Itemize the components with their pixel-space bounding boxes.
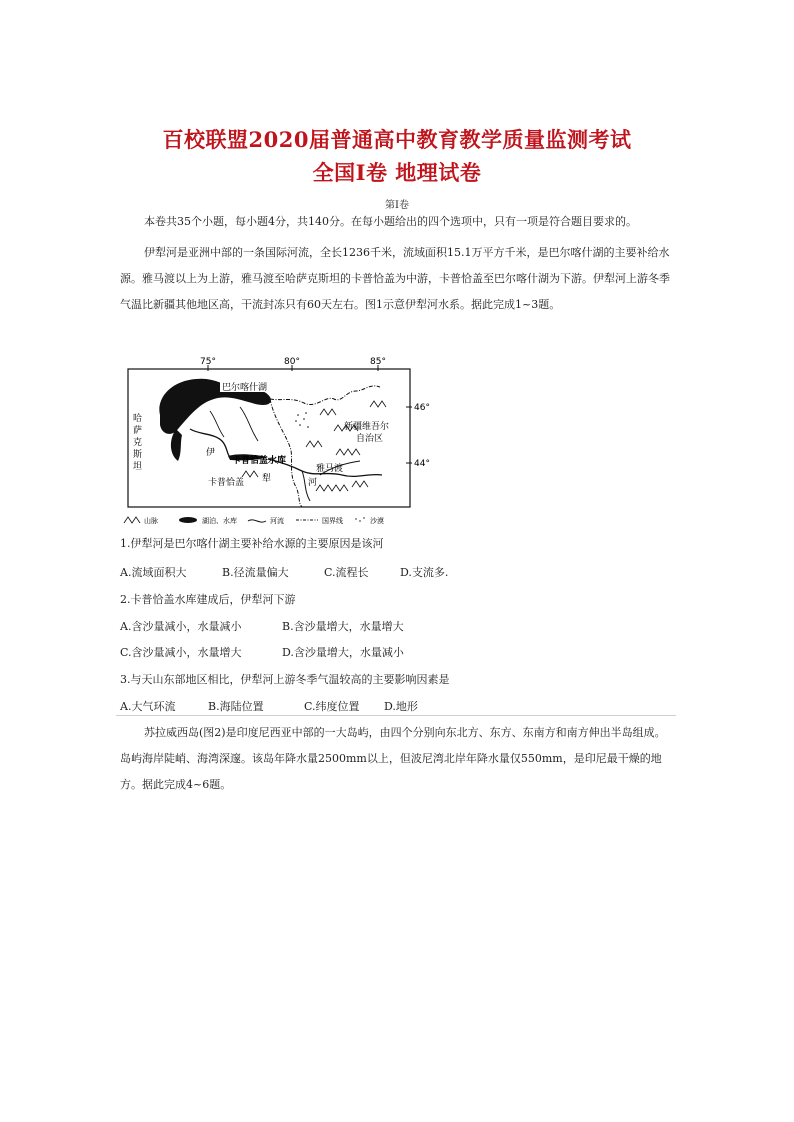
river-lepsy bbox=[210, 411, 224, 437]
label-reservoir: 卡普恰盖水库 bbox=[232, 456, 287, 466]
passage-sulawesi: 苏拉威西岛(图2)是印度尼西亚中部的一大岛屿，由四个分别向东北方、东方、东南方和南方伸出半岛组成。岛屿海岸陡峭、海湾深邃。该岛年降水量2500mm以上，但波尼湾北岸年降水量仅550mm，是印尼最干燥的地方。据此完成4~6题。 bbox=[120, 726, 666, 791]
lon-label-80: 80° bbox=[284, 357, 300, 367]
q3-option-d: D.地形 bbox=[384, 700, 418, 713]
section-heading: 第I卷 bbox=[385, 200, 409, 211]
q3-option-a: A.大气环流 bbox=[120, 700, 176, 713]
legend-river: 河流 bbox=[270, 517, 284, 525]
legend-lake-symbol bbox=[179, 517, 197, 523]
q3-option-b: B.海陆位置 bbox=[208, 700, 264, 713]
label-yamadu: 雅马渡 bbox=[316, 464, 344, 474]
q2-option-c: C.含沙量减小，水量增大 bbox=[120, 646, 242, 659]
legend-border: 国界线 bbox=[322, 517, 343, 525]
q2-option-d: D.含沙量增大，水量减小 bbox=[282, 646, 404, 659]
label-he: 河 bbox=[308, 478, 318, 488]
lon-label-85: 85° bbox=[370, 357, 386, 367]
q2-option-b: B.含沙量增大，水量增大 bbox=[282, 620, 404, 633]
label-balkhash: 巴尔喀什湖 bbox=[222, 383, 268, 393]
q1-option-b: B.径流量偏大 bbox=[222, 566, 289, 579]
passage-ili-river: 伊犁河是亚洲中部的一条国际河流，全长1236千米，流域面积15.1万平方千米，是巴尔喀什湖的主要补给水源。雅马渡以上为上游，雅马渡至哈萨克斯坦的卡普恰盖为中游，卡普恰盖至巴尔喀什湖为下游。伊犁河上游冬季气温比新疆其他地区高，干流封冻只有60天左右。图1示意伊犁河水系。据此完成1~3题。 bbox=[120, 246, 670, 311]
instructions: 本卷共35个小题，每小题4分，共140分。在每小题给出的四个选项中，只有一项是符合题目要求的。 bbox=[144, 215, 637, 228]
question-2-stem: 2.卡普恰盖水库建成后，伊犁河下游 bbox=[120, 593, 296, 606]
label-xinjiang-2: 自治区 bbox=[356, 434, 384, 444]
label-li: 犁 bbox=[262, 474, 272, 484]
legend-mountain: 山脉 bbox=[144, 517, 158, 525]
q2-option-a: A.含沙量减小，水量减小 bbox=[120, 620, 242, 633]
q3-option-c: C.纬度位置 bbox=[304, 700, 360, 713]
label-yi: 伊 bbox=[206, 448, 216, 458]
lat-label-46: 46° bbox=[414, 403, 430, 413]
label-xinjiang-1: 新疆维吾尔 bbox=[344, 422, 390, 432]
border-line-north bbox=[270, 386, 380, 405]
ili-river-map bbox=[120, 355, 450, 530]
map-legend bbox=[124, 516, 384, 525]
river-karatal bbox=[240, 407, 258, 441]
q1-option-d: D.支流多. bbox=[400, 566, 449, 579]
desert bbox=[295, 412, 309, 428]
legend-lake: 湖泊、水库 bbox=[202, 517, 237, 525]
q1-option-a: A.流域面积大 bbox=[120, 566, 187, 579]
lat-label-44: 44° bbox=[414, 459, 430, 469]
legend-river-symbol bbox=[248, 520, 266, 522]
exam-subtitle: 全国I卷 地理试卷 bbox=[312, 160, 482, 185]
label-kapchagay: 卡普恰盖 bbox=[208, 478, 245, 488]
exam-title: 百校联盟2020届普通高中教育教学质量监测考试 bbox=[162, 127, 632, 152]
legend-desert: 沙漠 bbox=[370, 517, 384, 525]
lon-label-75: 75° bbox=[200, 357, 216, 367]
border-line-south bbox=[270, 399, 302, 507]
legend-mountain-symbol bbox=[124, 517, 140, 523]
question-1-stem: 1.伊犁河是巴尔喀什湖主要补给水源的主要原因是该河 bbox=[120, 537, 384, 550]
legend-desert-symbol bbox=[355, 517, 364, 521]
lake-balkhash-west bbox=[171, 429, 182, 461]
divider bbox=[116, 715, 676, 716]
label-kazakhstan: 哈萨克斯坦 bbox=[133, 414, 143, 472]
q1-option-c: C.流程长 bbox=[324, 566, 369, 579]
question-3-stem: 3.与天山东部地区相比，伊犁河上游冬季气温较高的主要影响因素是 bbox=[120, 673, 450, 686]
